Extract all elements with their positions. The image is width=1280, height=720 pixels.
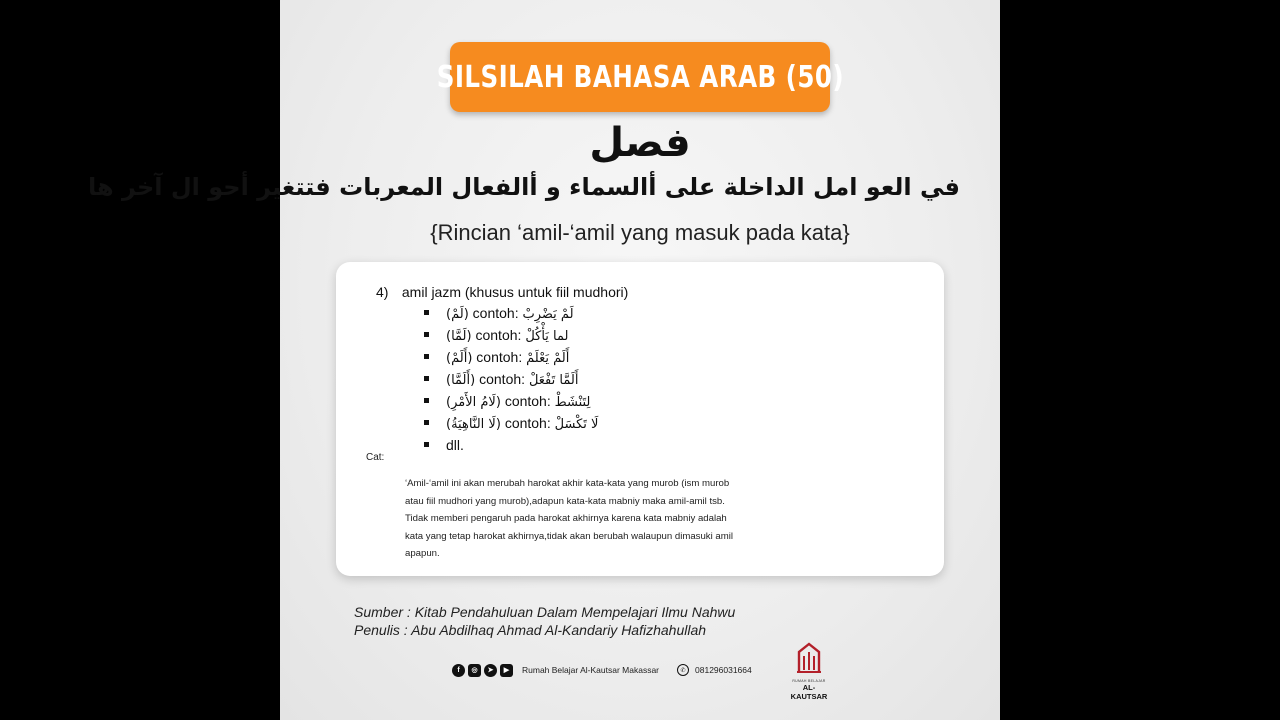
facebook-icon: f [452, 664, 465, 677]
list-item: (أَلَمَّا) contoh: أَلَمَّا تَفْعَلْ [424, 368, 598, 390]
source-credits [354, 603, 735, 639]
note-text: ‘Amil-‘amil ini akan merubah harokat akhir kata-kata yang murob (ism murob atau fiil mudhori yang murob),adapun kata-kata mabniy maka amil-amil tsb. Tidak memberi pengaruh pada harokat akhirnya karena kata mabniy adalah kata yang tetap harokat akhirnya,tidak akan berubah walaupun dimasuki amil apapun. [405, 478, 733, 559]
translation-subtitle: {Rincian ‘amil-‘amil yang masuk pada kata} [430, 220, 850, 245]
logo-emblem-icon [795, 640, 823, 674]
item-number: 4) [376, 284, 389, 300]
phone-number: 081296031664 [695, 665, 752, 675]
list-item: (لَا النَّاهِيَةُ) contoh: لَا تَكْسَلْ [424, 412, 598, 434]
title-badge [436, 42, 844, 112]
bullet-icon [424, 420, 429, 425]
list-item: (لَامُ الأَمْرِ) contoh: لِتَنْشَطْ [424, 390, 598, 412]
example-list [424, 302, 598, 456]
author-line: Penulis : Abu Abdilhaq Ahmad Al-Kandariy Hafizhahullah [354, 622, 707, 638]
item-title: amil jazm (khusus untuk fiil mudhori) [401, 284, 629, 300]
poster-title: SILSILAH BAHASA ARAB (50) [436, 59, 844, 95]
bullet-icon [424, 442, 429, 447]
list-item: (لَمْ) contoh: لَمْ يَضْرِبْ [424, 302, 598, 324]
youtube-icon: ▶ [500, 664, 513, 677]
list-item: dll. [424, 434, 598, 456]
bullet-icon [424, 332, 429, 337]
bullet-icon [424, 376, 429, 381]
telegram-icon: ➤ [484, 664, 497, 677]
poster-panel [88, 0, 1000, 720]
list-item: (لَمَّا) contoh: لما يَأْكُلْ [424, 324, 598, 346]
arabic-subtitle: في العو امل الداخلة على أالسماء و أالفعال المعربات فتتغير أحو ال آخر ها [88, 173, 960, 201]
org-name: Rumah Belajar Al-Kautsar Makassar [522, 665, 660, 675]
source-line: Sumber : Kitab Pendahuluan Dalam Mempelajari Ilmu Nahwu [354, 604, 736, 620]
logo-name: AL-KAUTSAR [790, 683, 828, 701]
instagram-icon: ◎ [468, 664, 481, 677]
al-kautsar-logo [786, 640, 832, 701]
content-card [336, 262, 944, 576]
bullet-icon [424, 398, 429, 403]
whatsapp-icon: ✆ [677, 664, 689, 676]
arabic-title: فصل [589, 120, 691, 166]
list-item: (أَلَمْ) contoh: أَلَمْ يَعْلَمْ [424, 346, 598, 368]
bullet-icon [424, 354, 429, 359]
logo-caption: RUMAH BELAJAR [792, 679, 826, 683]
note-label: Cat: [366, 452, 385, 463]
item-heading [376, 284, 628, 300]
bullet-icon [424, 310, 429, 315]
footer-contact [452, 662, 752, 678]
